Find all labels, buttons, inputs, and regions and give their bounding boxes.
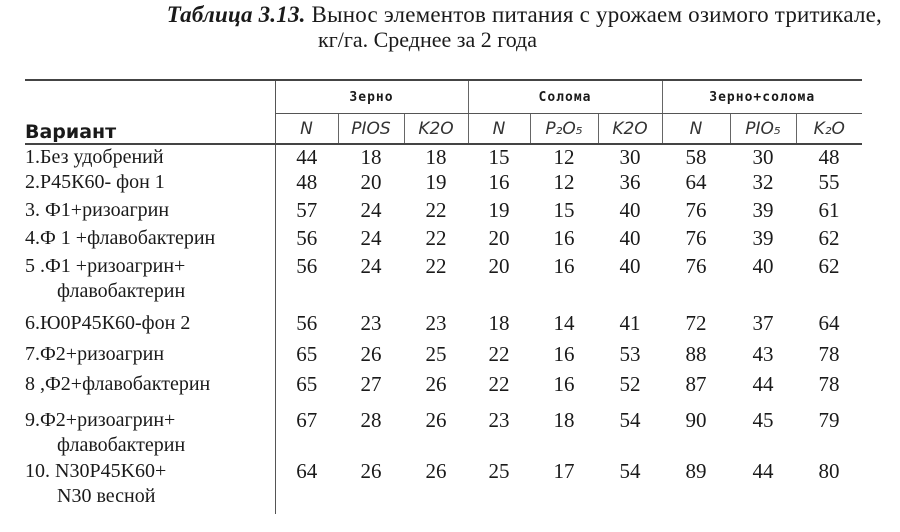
value-cell: 62 [818, 254, 840, 278]
value-cell: 20 [488, 254, 510, 278]
table-row [25, 408, 862, 459]
value-cell: 22 [488, 372, 510, 396]
table-caption [0, 0, 900, 52]
value-cell: 27 [360, 372, 382, 396]
value-cell: 18 [360, 145, 382, 169]
value-cell: 44 [752, 459, 774, 483]
value-cell: 61 [818, 198, 840, 222]
variant-name-line: флавобактерин [57, 434, 186, 456]
value-cell: 25 [425, 342, 447, 366]
value-cell: 64 [296, 459, 318, 483]
value-cell: 39 [752, 198, 774, 222]
variant-name-line: 7.Ф2+ризоагрин [25, 343, 165, 365]
value-cell: 16 [553, 254, 575, 278]
variant-name [25, 408, 275, 459]
value-cell: 56 [296, 311, 318, 335]
variant-name [25, 311, 275, 342]
value-cell: 90 [685, 408, 707, 432]
variant-header: Вариант [25, 80, 275, 144]
variant-name-line: 4.Ф 1 +флавобактерин [25, 227, 216, 249]
value-cell: 40 [619, 226, 641, 250]
value-cell: 64 [685, 170, 707, 194]
value-cell: 18 [425, 145, 447, 169]
value-cell: 16 [553, 342, 575, 366]
variant-name [25, 459, 275, 514]
value-cell: 36 [619, 170, 641, 194]
table-row [25, 254, 862, 311]
variant-name [25, 198, 275, 226]
table-row [25, 144, 862, 170]
value-cell: 26 [425, 408, 447, 432]
value-cell: 45 [752, 408, 774, 432]
value-cell: 30 [752, 145, 774, 169]
table-body [25, 144, 862, 514]
value-cell: 18 [488, 311, 510, 335]
value-cell: 52 [619, 372, 641, 396]
value-cell: 12 [553, 170, 575, 194]
value-cell: 26 [425, 372, 447, 396]
value-cell: 26 [360, 459, 382, 483]
subheader-k: K2O [598, 114, 662, 145]
value-cell: 17 [553, 459, 575, 483]
value-cell: 39 [752, 226, 774, 250]
value-cell: 16 [488, 170, 510, 194]
value-cell: 26 [360, 342, 382, 366]
value-cell: 37 [752, 311, 774, 335]
value-cell: 65 [296, 372, 318, 396]
table-row [25, 311, 862, 342]
value-cell: 76 [685, 198, 707, 222]
table-row [25, 372, 862, 408]
value-cell: 18 [553, 408, 575, 432]
subheader-p: P₂O₅ [530, 114, 598, 145]
group-header-row [25, 80, 862, 114]
table-row [25, 459, 862, 514]
subheader-n: N [662, 114, 730, 145]
value-cell: 15 [488, 145, 510, 169]
value-cell: 48 [296, 170, 318, 194]
caption-title: Вынос элементов питания с урожаем озимого тритикале, [305, 2, 882, 27]
variant-name-line: 2.Р45К60- фон 1 [25, 171, 165, 193]
value-cell: 14 [553, 311, 575, 335]
value-cell: 62 [818, 226, 840, 250]
variant-name-line: 10. N30P45K60+ [25, 460, 167, 482]
variant-name [25, 342, 275, 372]
value-cell: 22 [425, 226, 447, 250]
value-cell: 41 [619, 311, 641, 335]
subheader-k: K₂O [796, 114, 862, 145]
value-cell: 30 [619, 145, 641, 169]
value-cell: 40 [619, 254, 641, 278]
subheader-p: PIOS [338, 114, 404, 145]
caption-line-2: кг/га. Среднее за 2 года [318, 27, 538, 52]
subheader-p: PIO₅ [730, 114, 796, 145]
value-cell: 87 [685, 372, 707, 396]
caption-line-1 [167, 2, 882, 28]
variant-name-line: 3. Ф1+ризоагрин [25, 199, 170, 221]
table-row [25, 198, 862, 226]
value-cell: 23 [488, 408, 510, 432]
value-cell: 22 [425, 254, 447, 278]
value-cell: 54 [619, 408, 641, 432]
value-cell: 28 [360, 408, 382, 432]
value-cell: 16 [553, 372, 575, 396]
variant-name [25, 226, 275, 254]
value-cell: 22 [425, 198, 447, 222]
subheader-n: N [275, 114, 338, 145]
value-cell: 76 [685, 226, 707, 250]
subheader-k: K2O [404, 114, 468, 145]
value-cell: 65 [296, 342, 318, 366]
group-header-total: Зерно+солома [662, 80, 862, 114]
variant-name-line: 5 .Ф1 +ризоагрин+ [25, 255, 186, 277]
value-cell: 76 [685, 254, 707, 278]
variant-name-line: 9.Ф2+ризоагрин+ [25, 409, 176, 431]
value-cell: 89 [685, 459, 707, 483]
value-cell: 48 [818, 145, 840, 169]
variant-name-line: 6.Ю0Р45К60-фон 2 [25, 312, 191, 334]
value-cell: 22 [488, 342, 510, 366]
value-cell: 16 [553, 226, 575, 250]
value-cell: 20 [488, 226, 510, 250]
value-cell: 19 [488, 198, 510, 222]
value-cell: 44 [752, 372, 774, 396]
variant-name [25, 144, 275, 170]
value-cell: 57 [296, 198, 318, 222]
value-cell: 43 [752, 342, 774, 366]
variant-name-line: 8 ,Ф2+флавобактерин [25, 373, 211, 395]
value-cell: 64 [818, 311, 840, 335]
value-cell: 23 [360, 311, 382, 335]
value-cell: 55 [818, 170, 840, 194]
value-cell: 20 [360, 170, 382, 194]
value-cell: 23 [425, 311, 447, 335]
value-cell: 26 [425, 459, 447, 483]
value-cell: 53 [619, 342, 641, 366]
variant-name-line: N30 весной [57, 485, 156, 507]
value-cell: 19 [425, 170, 447, 194]
value-cell: 24 [360, 226, 382, 250]
value-cell: 15 [553, 198, 575, 222]
value-cell: 54 [619, 459, 641, 483]
table-row [25, 170, 862, 198]
variant-name-line: флавобактерин [57, 280, 186, 302]
group-header-grain: Зерно [275, 80, 468, 114]
value-cell: 25 [488, 459, 510, 483]
nutrient-removal-table [25, 79, 862, 514]
value-cell: 56 [296, 254, 318, 278]
variant-name-line: 1.Без удобрений [25, 146, 164, 168]
value-cell: 44 [296, 145, 318, 169]
value-cell: 58 [685, 145, 707, 169]
variant-name [25, 372, 275, 408]
value-cell: 32 [752, 170, 774, 194]
value-cell: 24 [360, 254, 382, 278]
variant-name [25, 170, 275, 198]
value-cell: 80 [818, 459, 840, 483]
table-row [25, 342, 862, 372]
value-cell: 78 [818, 342, 840, 366]
value-cell: 12 [553, 145, 575, 169]
value-cell: 40 [619, 198, 641, 222]
value-cell: 67 [296, 408, 318, 432]
caption-label: Таблица 3.13. [166, 2, 306, 27]
value-cell: 56 [296, 226, 318, 250]
group-header-straw: Солома [468, 80, 662, 114]
variant-name [25, 254, 275, 311]
value-cell: 24 [360, 198, 382, 222]
value-cell: 78 [818, 372, 840, 396]
value-cell: 72 [685, 311, 707, 335]
value-cell: 79 [818, 408, 840, 432]
table-row [25, 226, 862, 254]
value-cell: 40 [752, 254, 774, 278]
subheader-n: N [468, 114, 530, 145]
value-cell: 88 [685, 342, 707, 366]
